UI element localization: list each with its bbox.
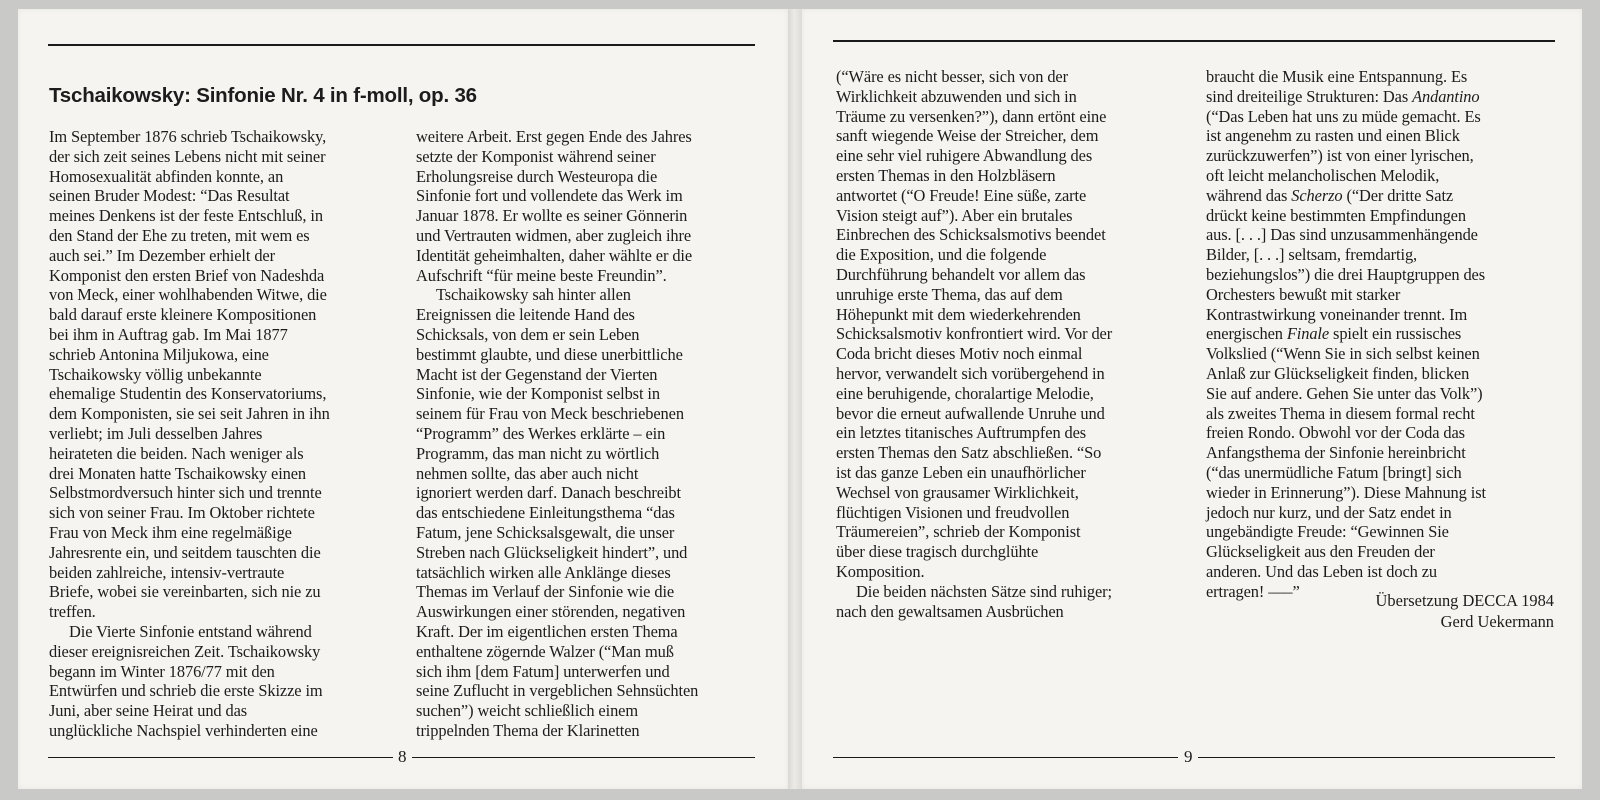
paragraph: Die Vierte Sinfonie entstand während dieser ereignisreichen Zeit. Tschaikowsky begann im Winter 1876/77 mit den Entwürfen und schrieb die erste Skizze im Juni, aber seine Heirat und das unglückliche Nachspiel verhinderten eine xyxy=(49,621,323,740)
top-rule-right xyxy=(833,40,1555,42)
paragraph: Im September 1876 schrieb Tschaikowsky, der sich zeit seines Lebens nicht mit seiner Homosexualität abfinden konnte, an seinen Bruder Modest: “Das Resultat meines Denkens ist der feste Entschluß, in den Stand der Ehe zu treten, mit wem es auch sei.” Im Dezember erhielt der Komponist den ersten Brief von Nadeshda von Meck, einer wohlhabenden Witwe, die bald darauf erste kleinere Kompositionen bei ihm in Auftrag gab. Im Mai 1877 schrieb Antonina Miljukowa, eine Tschaikowsky völlig unbekannte ehemalige Studentin des Konservatoriums, dem Komponisten, sie sei seit Jahren in ihn verliebt; im Juli desselben Jahres heirateten die beiden. Nach weniger als drei Monaten hatte Tschaikowsky einen Selbstmordversuch hinter sich und trennte sich von seiner Frau. Im Oktober richtete Frau von Meck ihm eine regelmäßige Jahresrente ein, und seitdem tauschten die beiden zahlreiche, intensiv-vertraute Briefe, wobei sie vereinbarten, sich nie zu treffen. xyxy=(49,127,330,622)
paragraph: Tschaikowsky sah hinter allen Ereignissen die leitende Hand des Schicksals, von dem er sein Leben bestimmt glaubte, und diese unerbittliche Macht ist der Gegenstand der Vierten Sinfonie, wie der Komponist selbst in seinem für Frau von Meck beschriebenen “Programm” des Werkes erklärte – ein Programm, das man nicht zu wörtlich nehmen sollte, das aber auch nicht ignoriert werden darf. Danach beschreibt das entschiedene Einleitungsthema “das Fatum, jene Schicksalsgewalt, die unser Streben nach Glückseligkeit hindert”, und tatsächlich wirken alle Anklänge dieses Themas im Verlauf der Sinfonie wie die Auswirkungen einer störenden, negativen Kraft. Der im eigentlichen ersten Thema enthaltene zögernde Walzer (“Man muß sich ihm [dem Fatum] unterwerfen und seine Zuflucht in vergeblichen Sehnsüchten suchen”) weicht schließlich einem trippelnden Thema der Klarinetten xyxy=(416,285,699,740)
paragraph: Die beiden nächsten Sätze sind ruhiger; nach den gewaltsamen Ausbrüchen xyxy=(836,581,1112,621)
footer-rule-right-a xyxy=(833,757,1178,758)
credit-line: Übersetzung DECCA 1984 xyxy=(1375,591,1554,610)
page-number-left: 8 xyxy=(398,747,407,766)
footer-rule-left-a xyxy=(48,757,393,758)
right-column-1 xyxy=(836,67,1186,621)
translation-credit xyxy=(1376,590,1554,632)
footer-rule-left-b xyxy=(412,757,755,758)
top-rule-left xyxy=(48,44,755,46)
left-column-1 xyxy=(49,127,399,741)
right-column-2 xyxy=(1206,67,1558,602)
left-column-2 xyxy=(416,127,761,741)
page-number-right: 9 xyxy=(1184,747,1193,766)
paragraph: weitere Arbeit. Erst gegen Ende des Jahres setzte der Komponist während seiner Erholungsreise durch Westeuropa die Sinfonie fort und vollendete das Werk im Januar 1878. Er wollte es seiner Gönnerin und Vertrauten widmen, aber zugleich ihre Identität geheimhalten, daher wählte er die Aufschrift “für meine beste Freundin”. xyxy=(416,127,693,285)
paragraph: braucht die Musik eine Entspannung. Es sind dreiteilige Strukturen: Das Andantino (“Das Leben hat uns zu müde gemacht. Es ist angenehm zu rasten und einen Blick zurückzuwerfen”) ist von einer lyrischen, oft leicht melancholischen Melodik, während das Scherzo (“Der dritte Satz drückt keine bestimmten Empfindungen aus. [. . .] Das sind unzusammenhängende Bilder, [. . .] seltsam, fremdartig, beziehungslos”) die drei Hauptgruppen des Orchesters bewußt mit starker Kontrastwirkung voneinander trennt. Im energischen Finale spielt ein russisches Volkslied (“Wenn Sie in sich selbst keinen Anlaß zur Glückseligkeit finden, blicken Sie auf andere. Gehen Sie unter das Volk”) als zweites Thema in diesem formal recht freien Rondo. Obwohl vor der Coda das Anfangsthema der Sinfonie hereinbricht (“das unermüdliche Fatum [bringt] sich wieder in Erinnerung”). Diese Mahnung ist jedoch nur kurz, und der Satz endet in ungebändigte Freude: “Gewinnen Sie Glückseligkeit aus den Freuden der anderen. Und das Leben ist doch zu ertragen! –––” xyxy=(1206,67,1486,601)
paragraph: (“Wäre es nicht besser, sich von der Wirklichkeit abzuwenden und sich in Träume zu versenken?”), dann ertönt eine sanft wiegende Weise der Streicher, dem eine sehr viel ruhigere Abwandlung des ersten Themas in den Holzbläsern antwortet (“O Freude! Eine süße, zarte Vision steigt auf”). Aber ein brutales Einbrechen des Schicksalsmotivs beendet die Exposition, und die folgende Durchführung behandelt vor allem das unruhige erste Thema, das auf dem Höhepunkt mit dem wiederkehrenden Schicksalsmotiv konfrontiert wird. Vor der Coda bricht dieses Motiv noch einmal hervor, verwandelt sich vorübergehend in eine beruhigende, choralartige Melodie, bevor die erneut aufwallende Unruhe und ein letztes titanisches Auftrumpfen des ersten Themas den Satz abschließen. “So ist das ganze Leben ein unaufhörlicher Wechsel von grausamer Wirklichkeit, flüchtigen Visionen und freudvollen Träumereien”, schrieb der Komponist über diese tragisch durchglühte Komposition. xyxy=(836,67,1113,581)
gutter xyxy=(788,9,802,789)
credit-author: Gerd Uekermann xyxy=(1440,612,1554,631)
footer-rule-right-b xyxy=(1198,757,1555,758)
page-title: Tschaikowsky: Sinfonie Nr. 4 in f-moll, op. 36 xyxy=(49,84,477,107)
